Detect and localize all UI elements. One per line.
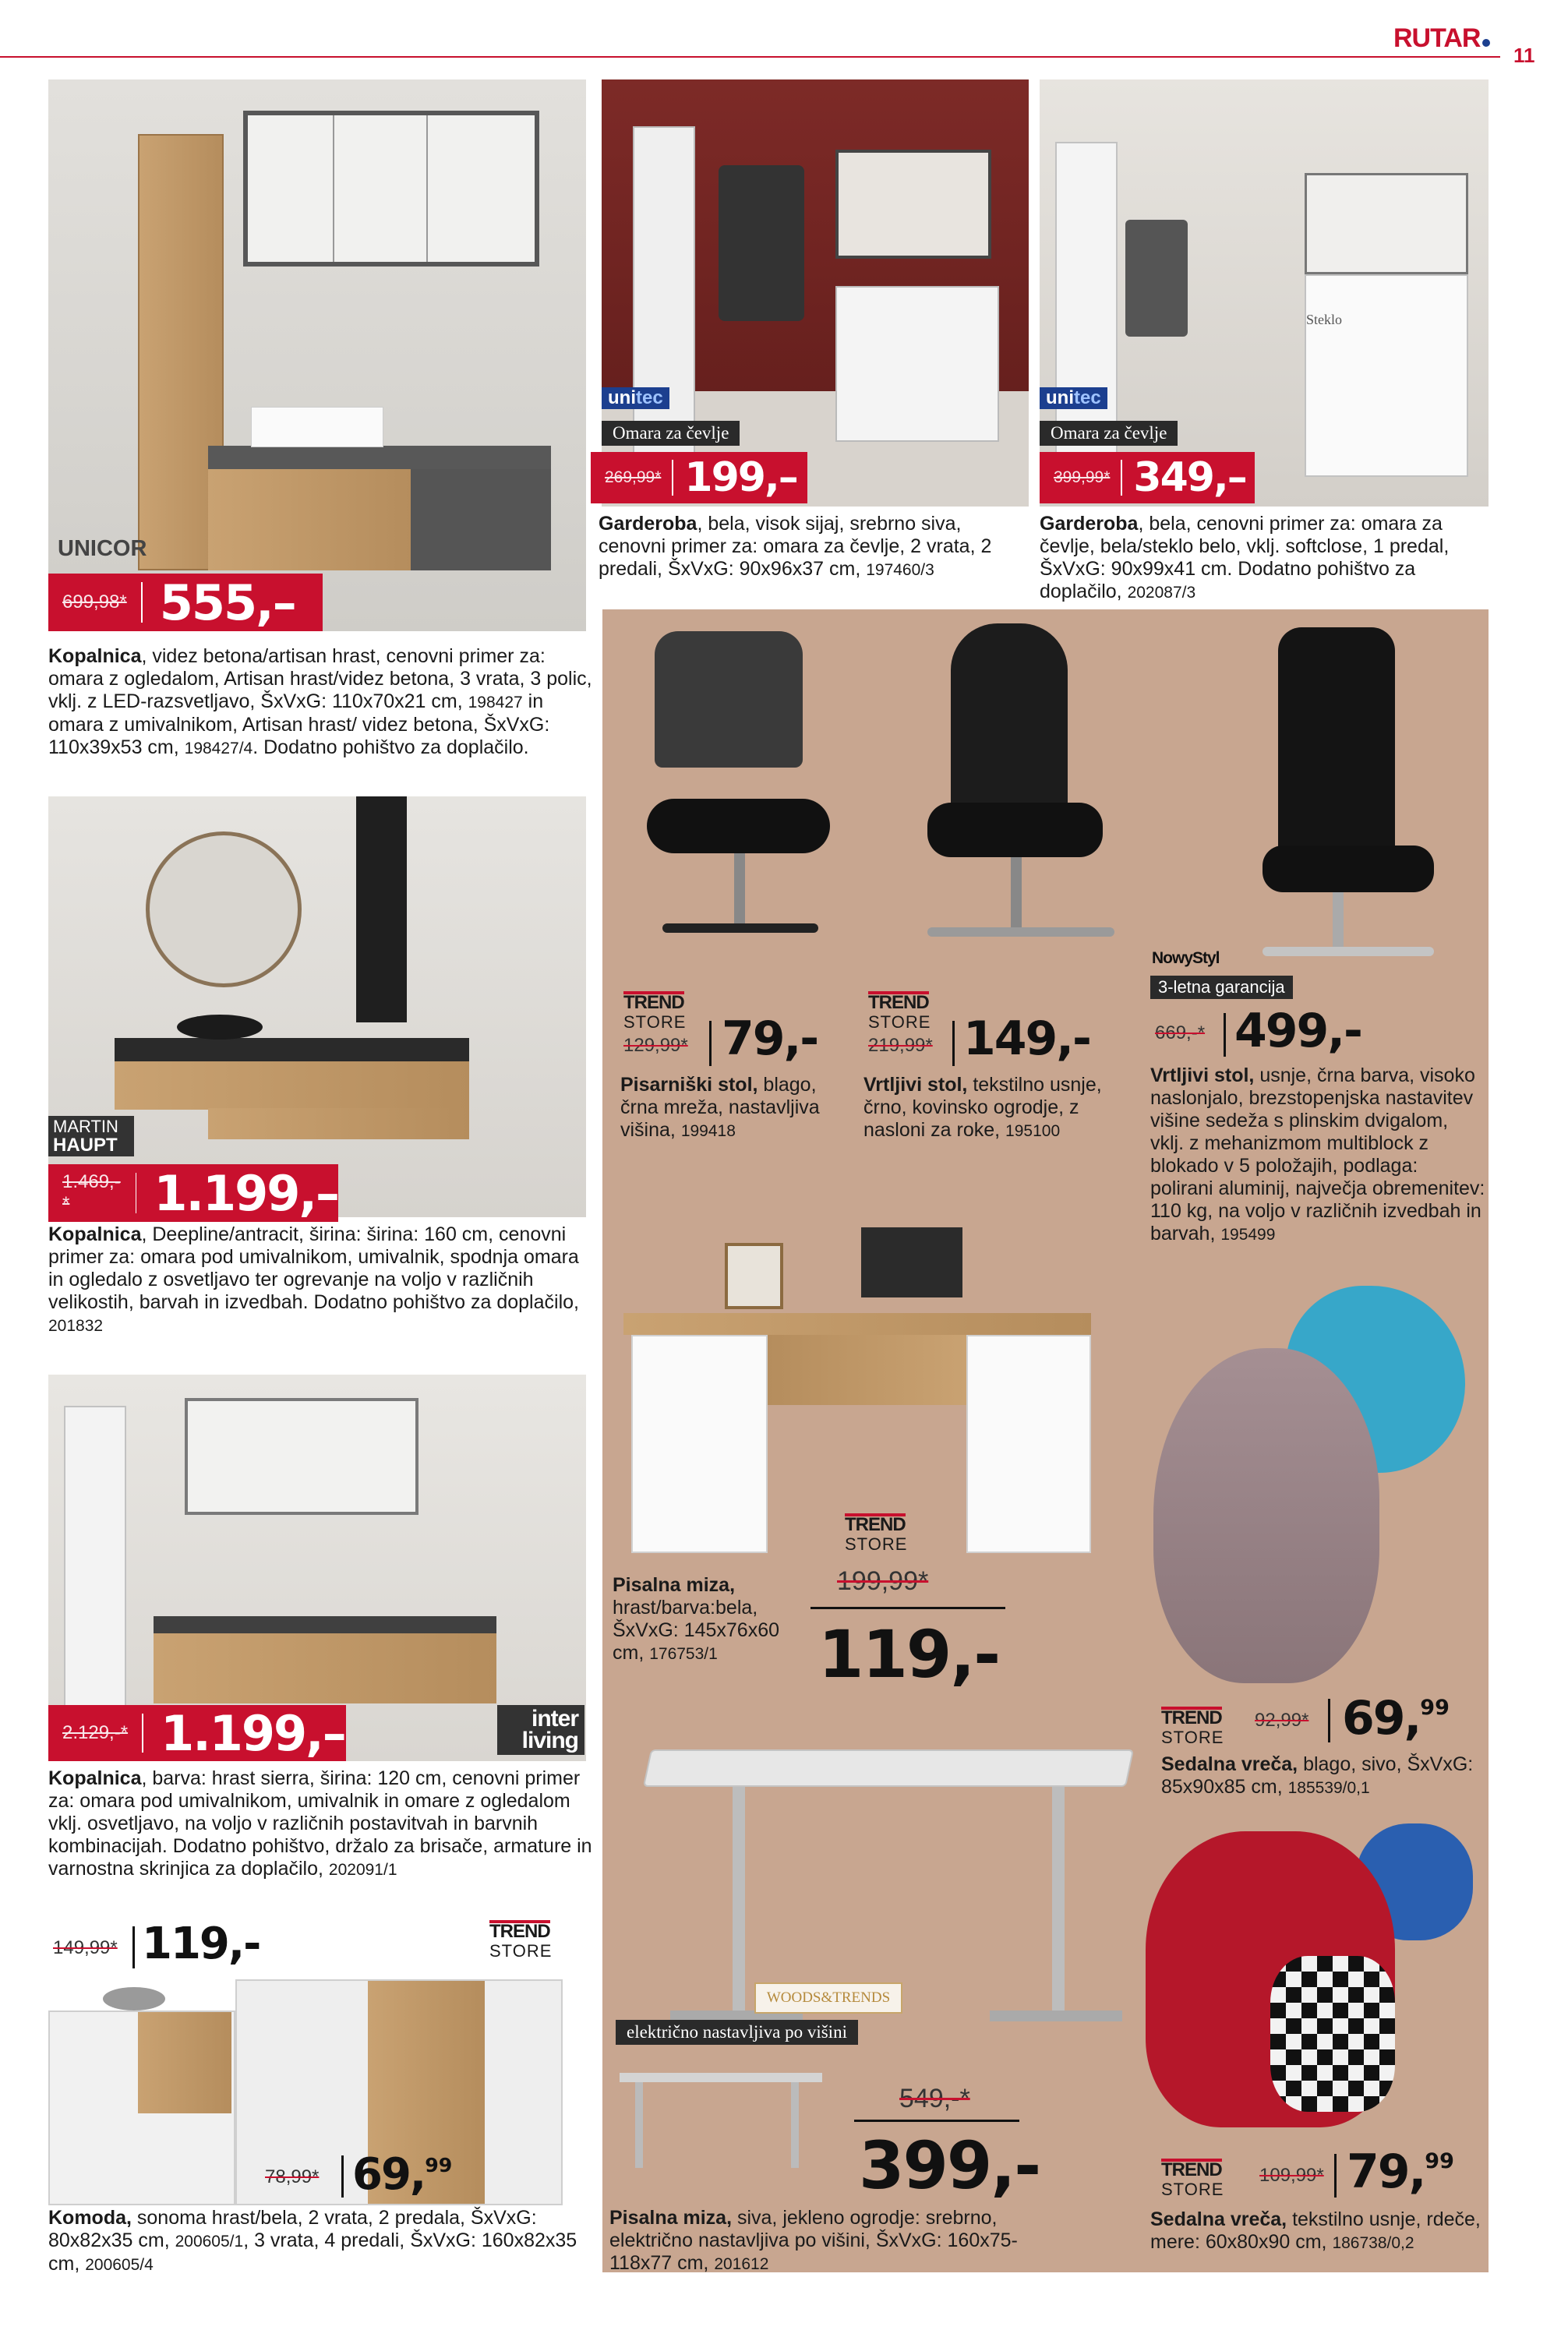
beanbag2-price: 79,99 xyxy=(1347,2145,1454,2199)
wardrobe2-photo-label: Steklo xyxy=(1306,312,1343,327)
dresser-old-price-1: 149,99* xyxy=(53,1937,118,1958)
chair3-tag: 3-letna garancija xyxy=(1150,976,1293,999)
dresser-description: Komoda, sonoma hrast/bela, 2 vrata, 2 predala, ŠxVxG: 80x82x35 cm, 200605/1, 3 vrata, 4 predali, ŠxVxG: 160x82x35 cm, 200605/4 xyxy=(48,2207,577,2275)
desk2-tag: električno nastavljiva po višini xyxy=(616,2020,858,2045)
bath3-price: 1.199,– xyxy=(161,1704,345,1762)
chair3-photo xyxy=(1231,620,1481,1009)
desk2-photo xyxy=(616,1699,1146,2073)
chair1-photo xyxy=(623,623,857,990)
wardrobe2-description: Garderoba, bela, cenovni primer za: omara za čevlje, bela/steklo belo, vklj. softclose, 1 predal, ŠxVxG: 90x99x41 cm. Dodatno pohištvo za doplačilo, 202087/3 xyxy=(1040,513,1450,602)
wardrobe1-brand: unitec xyxy=(602,387,669,409)
desk1-description: Pisalna miza, hrast/barva:bela, ŠxVxG: 145x76x60 cm, 176753/1 xyxy=(613,1574,780,1664)
wardrobe1-price: 199,– xyxy=(684,454,797,501)
desk2-price: 399,- xyxy=(859,2127,1040,2204)
beanbag2-photo xyxy=(1146,1823,1489,2135)
chair3-brand: NowyStyl xyxy=(1152,949,1220,967)
bath3-description: Kopalnica, barva: hrast sierra, širina: 120 cm, cenovni primer za: omara pod umivalnikom, umivalnik in omare z ogledalom vklj. osvetljavo, na voljo v različnih postavitvah in barvnih kombinacijah. Dodatno pohištvo, držalo za brisače, armature in varnostna skrinjica za doplačilo, 202091/1 xyxy=(48,1767,592,1880)
wardrobe1-description: Garderoba, bela, visok sijaj, srebrno siva, cenovni primer za: omara za čevlje, 2 vrata, 2 predali, ŠxVxG: 90x96x37 cm, 197460/3 xyxy=(599,513,992,580)
wardrobe1-tag: Omara za čevlje xyxy=(602,421,740,446)
header-rule xyxy=(0,56,1500,58)
rutar-logo: RUTAR xyxy=(1393,23,1490,54)
dresser-price-2: 69,99 xyxy=(352,2149,453,2200)
beanbag2-old-price: 109,99* xyxy=(1259,2165,1324,2186)
bath2-description: Kopalnica, Deepline/antracit, širina: širina: 160 cm, cenovni primer za: omara pod umivalnikom, umivalnik, spodnja omara in ogledalo z osvetljavo ter ogrevanje na voljo v različnih velikostih, barvah in izvedbah. Dodatno pohištvo za doplačilo, 201832 xyxy=(48,1223,579,1335)
wardrobe2-pricebar xyxy=(1040,452,1255,503)
bath3-pricebar xyxy=(48,1705,346,1761)
dresser-old-price-2: 78,99* xyxy=(265,2166,320,2187)
bath1-pricebar xyxy=(48,574,323,631)
bath3-brand: inter living xyxy=(497,1705,584,1755)
chair3-price: 499,- xyxy=(1234,1004,1361,1058)
bath2-old-price: 1.469,-* xyxy=(62,1171,121,1214)
bath1-brand: UNICOR xyxy=(58,536,147,561)
page-number: 11 xyxy=(1513,44,1535,67)
desk1-photo xyxy=(623,1223,1122,1559)
beanbag1-old-price: 92,99* xyxy=(1255,1710,1309,1731)
chair2-photo xyxy=(896,620,1146,997)
bath1-price: 555,– xyxy=(159,574,295,631)
desk2-frame-photo xyxy=(620,2057,830,2182)
chair1-old-price: 129,99* xyxy=(623,1035,688,1056)
chair2-price: 149,- xyxy=(963,1011,1090,1066)
wardrobe2-price: 349,– xyxy=(1133,454,1246,501)
desk1-brand: TREND STORE xyxy=(845,1514,908,1554)
chair3-old-price: 669,-* xyxy=(1155,1022,1206,1043)
beanbag1-photo xyxy=(1146,1286,1489,1707)
bath3-old-price: 2.129,-* xyxy=(62,1722,129,1743)
beanbag1-price: 69,99 xyxy=(1342,1691,1450,1746)
beanbag1-description: Sedalna vreča, blago, sivo, ŠxVxG: 85x90x85 cm, 185539/0,1 xyxy=(1161,1753,1474,1798)
chair1-price: 79,- xyxy=(722,1011,818,1066)
desk2-old-price: 549,-* xyxy=(899,2084,970,2113)
bath2-pricebar xyxy=(48,1164,338,1222)
bath1-old-price: 699,98* xyxy=(62,591,127,613)
desk2-description: Pisalna miza, siva, jekleno ogrodje: srebrno, električno nastavljiva po višini, ŠxVxG: 160x75-118x77 cm, 201612 xyxy=(609,2207,1018,2274)
chair1-description: Pisarniški stol, blago, črna mreža, nastavljiva višina, 199418 xyxy=(620,1074,820,1141)
chair3-description: Vrtljivi stol, usnje, črna barva, visoko naslonjalo, brezstopenjska nastavitev višine sedeža s plinskim dvigalom, vklj. z mehanizmom multiblock z blokado v 5 položajih, podlaga: polirani aluminij, največja obremenitev: 110 kg, na voljo v različnih izvedbah in barvah, 195499 xyxy=(1150,1064,1485,1244)
dresser-brand: TREND STORE xyxy=(489,1921,553,1961)
bath3-photo xyxy=(48,1375,586,1761)
bath2-price: 1.199,– xyxy=(154,1164,338,1222)
bath2-brand: MARTIN HAUPT xyxy=(48,1116,134,1156)
chair2-brand: TREND STORE xyxy=(868,992,931,1032)
beanbag2-brand: TREND STORE xyxy=(1161,2159,1224,2199)
desk1-old-price: 199,99* xyxy=(837,1566,929,1596)
wardrobe1-pricebar xyxy=(591,452,807,503)
bath1-description: Kopalnica, videz betona/artisan hrast, cenovni primer za: omara z ogledalom, Artisan hrast/videz betona, 3 vrata, 3 polic, vklj. z LED-razsvetljavo, ŠxVxG: 110x70x21 cm, 198427 in omara z umivalnikom, Artisan hrast/ videz betona, ŠxVxG: 110x39x53 cm, 198427/4. Dodatno pohištvo za doplačilo. xyxy=(48,645,592,758)
chair2-description: Vrtljivi stol, tekstilno usnje, črno, kovinsko ogrodje, z nasloni za roke, 195100 xyxy=(863,1074,1102,1141)
beanbag2-description: Sedalna vreča, tekstilno usnje, rdeče, mere: 60x80x90 cm, 186738/0,2 xyxy=(1150,2208,1481,2253)
desk2-brand: WOODS&TRENDS xyxy=(754,1982,902,2014)
wardrobe2-tag: Omara za čevlje xyxy=(1040,421,1178,446)
wardrobe1-old-price: 269,99* xyxy=(605,468,662,486)
wardrobe2-brand: unitec xyxy=(1040,387,1107,409)
logo-dot-icon xyxy=(1482,39,1490,47)
chair2-old-price: 219,99* xyxy=(868,1035,933,1056)
desk1-price: 119,- xyxy=(818,1616,1000,1693)
beanbag1-brand: TREND STORE xyxy=(1161,1707,1224,1747)
dresser-price-1: 119,- xyxy=(142,1919,260,1969)
wardrobe2-old-price: 399,99* xyxy=(1054,468,1111,486)
chair1-brand: TREND STORE xyxy=(623,992,687,1032)
